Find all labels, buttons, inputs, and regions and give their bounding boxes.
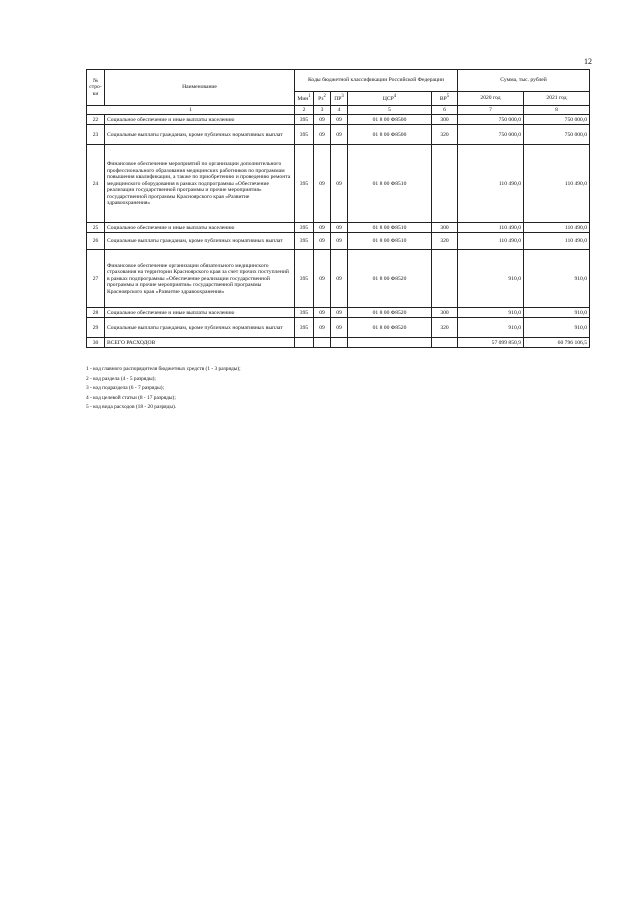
row-pr: 09 xyxy=(331,308,348,318)
row-amount-2020: 110 490,0 xyxy=(458,233,524,250)
row-number: 30 xyxy=(87,338,105,348)
row-vr: 320 xyxy=(432,233,458,250)
page-number: 12 xyxy=(584,57,592,66)
row-amount-2020: 910,0 xyxy=(458,308,524,318)
row-amount-2020: 750 000,0 xyxy=(458,115,524,125)
row-pr: 09 xyxy=(331,233,348,250)
empty-cell xyxy=(314,338,331,348)
row-name: Финансовое обеспечение мероприятий по организации дополнительного профессионального образования медицинских работников по программам повышения квалификации, а также по приобретению и проведению ремонта медицинского оборудования в рамках подпрограммы «Обеспечение реализации государственной программы и прочие мероприятия» государственной программы Красноярского края «Развитие здравоохранения» xyxy=(105,145,295,223)
header-year-2020: 2020 год xyxy=(458,92,524,106)
empty-cell xyxy=(295,338,314,348)
header-row-number: № стро-ки xyxy=(87,70,105,106)
row-number: 25 xyxy=(87,223,105,233)
row-rz: 09 xyxy=(314,223,331,233)
table-row xyxy=(87,115,590,125)
row-amount-2021: 910,0 xyxy=(524,318,590,338)
row-min: 395 xyxy=(295,125,314,145)
table-row xyxy=(87,125,590,145)
column-index: 1 xyxy=(87,106,295,115)
total-amount-2021: 60 796 106,5 xyxy=(524,338,590,348)
header-min: Мин$^1$ xyxy=(295,92,314,106)
row-pr: 09 xyxy=(331,318,348,338)
row-vr: 300 xyxy=(432,223,458,233)
table-row xyxy=(87,145,590,223)
footnote: 2 - код раздела (4 - 5 разряды); xyxy=(86,375,156,382)
table-row xyxy=(87,250,590,308)
row-min: 395 xyxy=(295,145,314,223)
empty-cell xyxy=(432,338,458,348)
total-label: ВСЕГО РАСХОДОВ xyxy=(105,338,295,348)
header-vr: $ВР^5$ xyxy=(432,92,458,106)
row-min: 395 xyxy=(295,250,314,308)
row-csr: 01 8 00 Ф8520 xyxy=(348,250,432,308)
footnote: 5 - код вида расходов (18 - 20 разряды). xyxy=(86,404,177,410)
row-rz: 09 xyxy=(314,308,331,318)
header-sum: Сумма, тыс. рублей xyxy=(458,70,590,92)
row-vr: 320 xyxy=(432,125,458,145)
header-year-2021: 2021 год xyxy=(524,92,590,106)
column-index-row xyxy=(87,106,590,115)
row-rz: 09 xyxy=(314,233,331,250)
row-amount-2021: 910,0 xyxy=(524,250,590,308)
row-pr: 09 xyxy=(331,250,348,308)
row-amount-2020: 910,0 xyxy=(458,318,524,338)
total-row xyxy=(87,338,590,348)
row-csr: 01 8 00 Ф8500 xyxy=(348,115,432,125)
row-csr: 01 8 00 Ф8510 xyxy=(348,145,432,223)
table-row xyxy=(87,223,590,233)
row-min: 395 xyxy=(295,318,314,338)
row-amount-2021: 110 490,0 xyxy=(524,223,590,233)
row-name: Социальное обеспечение и иные выплаты населению xyxy=(105,308,295,318)
row-rz: 09 xyxy=(314,115,331,125)
row-rz: 09 xyxy=(314,318,331,338)
footnotes xyxy=(86,365,241,413)
row-pr: 09 xyxy=(331,145,348,223)
row-name: Финансовое обеспечение организации обязательного медицинского страхования на территории Красноярского края за счет прочих поступлений в рамках подпрограммы «Обеспечение реализации государственной программы и прочие мероприятия» государственной программы Красноярского края «Развитие здравоохранения» xyxy=(105,250,295,308)
column-index: 7 xyxy=(458,106,524,115)
column-index: 8 xyxy=(524,106,590,115)
row-pr: 09 xyxy=(331,125,348,145)
row-min: 395 xyxy=(295,233,314,250)
row-vr: 300 xyxy=(432,308,458,318)
footnote: 4 - код целевой статьи (8 - 17 разряды); xyxy=(86,394,176,401)
row-number: 28 xyxy=(87,308,105,318)
row-csr: 01 8 00 Ф8500 xyxy=(348,125,432,145)
footnote: 1 - код главного распорядителя бюджетных средств (1 - 3 разряды); xyxy=(86,366,241,372)
row-number: 23 xyxy=(87,125,105,145)
row-amount-2021: 110 490,0 xyxy=(524,233,590,250)
header-codes: Коды бюджетной классификации Российской Федерации xyxy=(295,70,458,92)
column-index: 3 xyxy=(314,106,331,115)
row-vr: 320 xyxy=(432,318,458,338)
row-csr: 01 8 00 Ф8510 xyxy=(348,233,432,250)
empty-cell xyxy=(331,338,348,348)
row-amount-2020: 110 490,0 xyxy=(458,223,524,233)
row-amount-2021: 750 000,0 xyxy=(524,115,590,125)
row-name: Социальные выплаты гражданам, кроме публичных нормативных выплат xyxy=(105,125,295,145)
header-rz: $Рз^2$ xyxy=(314,92,331,106)
row-vr xyxy=(432,145,458,223)
row-number: 26 xyxy=(87,233,105,250)
row-name: Социальные выплаты гражданам, кроме публичных нормативных выплат xyxy=(105,233,295,250)
row-amount-2020: 910,0 xyxy=(458,250,524,308)
table-row xyxy=(87,233,590,250)
column-index: 5 xyxy=(348,106,432,115)
row-number: 22 xyxy=(87,115,105,125)
total-amount-2020: 57 099 850,9 xyxy=(458,338,524,348)
row-min: 395 xyxy=(295,223,314,233)
row-vr: 300 xyxy=(432,115,458,125)
empty-cell xyxy=(348,338,432,348)
row-pr: 09 xyxy=(331,223,348,233)
row-rz: 09 xyxy=(314,145,331,223)
row-pr: 09 xyxy=(331,115,348,125)
column-index: 6 xyxy=(432,106,458,115)
table-row xyxy=(87,308,590,318)
row-amount-2021: 110 490,0 xyxy=(524,145,590,223)
header-pr: $ПР^3$ xyxy=(331,92,348,106)
row-number: 29 xyxy=(87,318,105,338)
row-number: 27 xyxy=(87,250,105,308)
row-amount-2021: 750 000,0 xyxy=(524,125,590,145)
row-csr: 01 8 00 Ф8510 xyxy=(348,223,432,233)
column-index: 4 xyxy=(331,106,348,115)
row-csr: 01 8 00 Ф8520 xyxy=(348,308,432,318)
footnote: 3 - код подраздела (6 - 7 разряды); xyxy=(86,385,165,391)
row-amount-2021: 910,0 xyxy=(524,308,590,318)
row-name: Социальное обеспечение и иные выплаты населению xyxy=(105,223,295,233)
header-name: Наименование xyxy=(105,70,295,106)
row-amount-2020: 110 490,0 xyxy=(458,145,524,223)
row-min: 395 xyxy=(295,308,314,318)
table-row xyxy=(87,318,590,338)
row-name: Социальное обеспечение и иные выплаты населению xyxy=(105,115,295,125)
row-vr xyxy=(432,250,458,308)
header-csr: ЦСР$^4$ xyxy=(348,92,432,106)
row-rz: 09 xyxy=(314,125,331,145)
row-csr: 01 8 00 Ф8520 xyxy=(348,318,432,338)
row-name: Социальные выплаты гражданам, кроме публичных нормативных выплат xyxy=(105,318,295,338)
budget-table xyxy=(86,69,590,348)
row-rz: 09 xyxy=(314,250,331,308)
row-amount-2020: 750 000,0 xyxy=(458,125,524,145)
row-number: 24 xyxy=(87,145,105,223)
column-index: 2 xyxy=(295,106,314,115)
row-min: 395 xyxy=(295,115,314,125)
